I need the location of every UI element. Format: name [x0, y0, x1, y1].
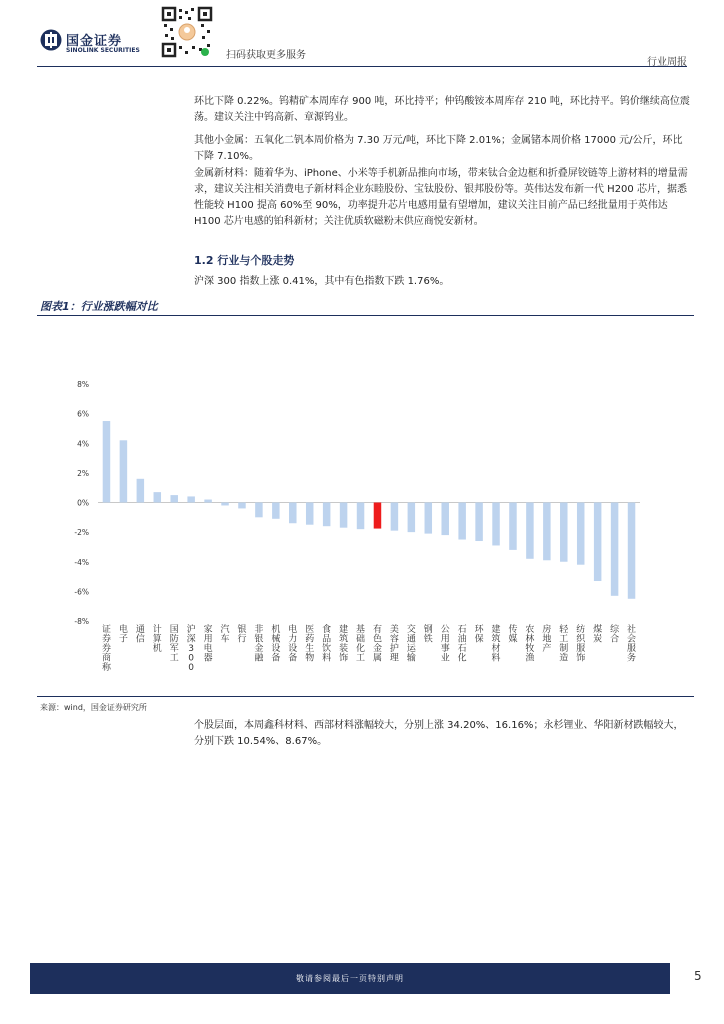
figure-bottom-rule — [37, 696, 694, 697]
x-category-label: 通信 — [135, 625, 145, 645]
x-category-label: 汽车 — [220, 625, 230, 645]
x-category-label: 环保 — [474, 625, 484, 645]
bar — [154, 492, 162, 502]
logo-text-en: SINOLINK SECURITIES — [66, 47, 140, 54]
x-category-label: 非银金融 — [254, 625, 264, 664]
paragraph-text: 沪深 300 指数上涨 0.41%，其中有色指数下跌 1.76%。 — [194, 276, 450, 287]
bar — [560, 503, 568, 562]
bar — [526, 503, 534, 559]
x-category-label: 轻工制造 — [559, 625, 569, 664]
x-category-label: 计算机 — [152, 625, 162, 654]
figure-title: 图表1：行业涨跌幅对比 — [40, 300, 158, 313]
qr-code-icon[interactable] — [161, 6, 213, 58]
bar — [340, 503, 348, 528]
bar — [475, 503, 483, 542]
x-category-label: 煤炭 — [593, 625, 603, 645]
x-category-label: 纺织服饰 — [576, 625, 586, 664]
bar — [170, 495, 178, 502]
bar — [255, 503, 263, 518]
qr-caption: 扫码获取更多服务 — [226, 50, 306, 61]
bar — [543, 503, 551, 561]
x-category-label: 机械设备 — [271, 625, 281, 664]
paragraph-tungsten — [194, 94, 690, 126]
bar — [458, 503, 466, 540]
bar — [594, 503, 602, 582]
x-category-label: 国防军工 — [169, 625, 179, 664]
paragraph-text: 金属新材料：随着华为、iPhone、小米等手机新品推向市场，带来钛合金边框和折叠屏铰链等上游材料的增量需求，建议关注相关消费电子新材料企业东睦股份、宝钛股份、银邦股份等。英伟达发布新一代 H200 芯片，据悉性能较 H100 提高 60%至 90%，功率提升芯片电感用量有望增加，建议关注目前产品已经批量用于英伟达 H100 芯片电感的铂科新材；关注优质软磁粉末供应商悦安新材。 — [194, 168, 688, 227]
bar — [577, 503, 585, 565]
bar — [120, 440, 128, 502]
bar — [204, 500, 212, 503]
x-category-label: 公用事业 — [440, 625, 450, 664]
y-tick-label: -4% — [74, 557, 89, 567]
bar — [238, 503, 246, 509]
paragraph-new-materials — [194, 166, 690, 230]
bar — [187, 496, 195, 502]
figure-source: 来源：wind，国金证券研究所 — [40, 703, 147, 712]
x-category-label: 食品饮料 — [322, 625, 332, 664]
x-category-label: 医药生物 — [305, 625, 315, 664]
x-category-label: 社会服务 — [627, 625, 637, 664]
bar — [323, 503, 331, 527]
figure-top-rule — [37, 315, 694, 316]
x-category-label: 建筑材料 — [491, 625, 501, 664]
x-category-label: 家用电器 — [203, 625, 213, 664]
y-tick-label: 2% — [77, 468, 89, 478]
section-title: 1.2 行业与个股走势 — [194, 254, 295, 267]
bar — [492, 503, 500, 546]
x-category-label: 综合 — [610, 625, 620, 645]
x-category-label: 基础化工 — [356, 625, 366, 664]
header-divider — [37, 66, 687, 67]
x-category-label: 证券券商称 — [101, 625, 111, 673]
paragraph-text: 个股层面，本周鑫科材料、西部材料涨幅较大，分别上涨 34.20%、16.16%；永杉锂业、华阳新材跌幅较大，分别下跌 10.54%、8.67%。 — [194, 720, 684, 747]
x-category-label: 钢铁 — [423, 625, 433, 645]
x-category-label: 交通运输 — [406, 625, 416, 664]
y-tick-label: -8% — [74, 617, 89, 626]
bar — [221, 503, 229, 506]
bar — [103, 421, 111, 502]
x-category-label: 有色金属 — [372, 625, 382, 664]
x-category-label: 美容护理 — [389, 625, 399, 664]
bar — [408, 503, 416, 533]
paragraph-stocks — [194, 718, 690, 750]
y-tick-label: -6% — [74, 587, 89, 597]
x-category-label: 电力设备 — [288, 625, 298, 664]
x-category-label: 沪深 3 0 0 — [186, 625, 196, 673]
paragraph-text: 其他小金属：五氧化二钒本周价格为 7.30 万元/吨，环比下降 2.01%；金属锗本周价格 17000 元/公斤，环比下降 7.10%。 — [194, 135, 683, 162]
bar — [391, 503, 399, 531]
y-tick-label: 6% — [77, 409, 89, 419]
logo-text-cn: 国金证券 — [66, 34, 123, 49]
x-category-label: 建筑装饰 — [339, 625, 349, 664]
bar — [509, 503, 517, 550]
paragraph-text: 环比下降 0.22%。钨精矿本周库存 900 吨，环比持平；仲钨酸铵本周库存 210 吨，环比持平。钨价继续高位震荡。建议关注中钨高新、章源钨业。 — [194, 96, 690, 123]
y-tick-label: -2% — [74, 528, 89, 538]
paragraph-index-summary — [194, 274, 690, 290]
y-tick-label: 4% — [77, 439, 89, 449]
bar — [611, 503, 619, 596]
bar — [272, 503, 280, 519]
bar — [628, 503, 636, 599]
company-logo — [40, 29, 150, 55]
bar — [357, 503, 365, 530]
x-category-label: 电子 — [118, 625, 128, 645]
bar — [306, 503, 314, 525]
x-category-label: 传媒 — [508, 625, 518, 645]
x-category-label: 石油石化 — [457, 625, 467, 664]
y-tick-label: 8% — [77, 380, 89, 389]
bar — [441, 503, 449, 536]
x-category-label: 房地产 — [542, 625, 552, 654]
footer-bar — [30, 963, 670, 994]
y-tick-label: 0% — [77, 498, 89, 508]
x-category-label: 银行 — [237, 625, 247, 645]
bar — [374, 503, 382, 529]
logo-mark-icon — [40, 29, 62, 51]
bar — [289, 503, 297, 524]
paragraph-minor-metals — [194, 133, 690, 165]
report-type: 行业周报 — [647, 57, 687, 68]
page-number: 5 — [694, 969, 702, 983]
bar — [425, 503, 433, 534]
footer-disclaimer: 敬请参阅最后一页特别声明 — [296, 974, 404, 983]
x-category-label: 农林牧渔 — [525, 625, 535, 664]
bar — [137, 479, 145, 503]
